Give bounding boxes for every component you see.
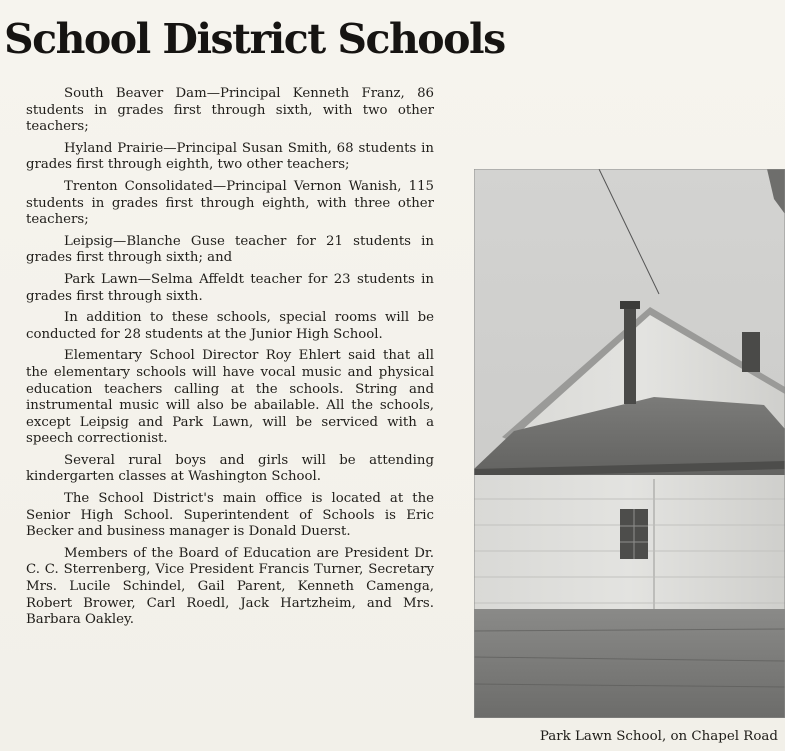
paragraph-special-rooms: In addition to these schools, special rooms will be conducted for 28 students at the Junior High School. [26, 310, 434, 342]
paragraph-park-lawn: Park Lawn—Selma Affeldt teacher for 23 students in grades first through sixth. [26, 271, 434, 304]
photo-caption: Park Lawn School, on Chapel Road [539, 729, 778, 744]
paragraph-board-members: Members of the Board of Education are President Dr. C. C. Sterrenberg, Vice President Francis Turner, Secretary Mrs. Lucile Schindel, Gail Parent, Kenneth Camenga, Robert Brower, Carl Roedl, Jack Hartzheim, and Mrs. Barbara Oakley. [26, 545, 434, 628]
paragraph-elementary-director: Elementary School Director Roy Ehlert said that all the elementary schools will have vocal music and physical education teachers calling at the schools. String and instrumental music will also be abailable. All the schools, except Leipsig and Park Lawn, will be serviced with a speech correctionist. [26, 348, 434, 447]
paragraph-kindergarten: Several rural boys and girls will be attending kindergarten classes at Washington School. [26, 452, 434, 485]
paragraph-south-beaver-dam: South Beaver Dam—Principal Kenneth Franz, 86 students in grades first through sixth, with two other teachers; [26, 86, 434, 135]
headline: School District Schools [4, 15, 505, 63]
school-photo [474, 169, 785, 718]
paragraph-main-office: The School District's main office is located at the Senior High School. Superintendent of Schools is Eric Becker and business manager is Donald Duerst. [26, 491, 434, 540]
paragraph-trenton-consolidated: Trenton Consolidated—Principal Vernon Wanish, 115 students in grades first through eighth, with three other teachers; [26, 178, 434, 228]
article-body [26, 86, 434, 634]
paragraph-hyland-prairie: Hyland Prairie—Principal Susan Smith, 68 students in grades first through eighth, two other teachers; [26, 140, 434, 173]
paragraph-leipsig: Leipsig—Blanche Guse teacher for 21 students in grades first through sixth; and [26, 233, 434, 266]
